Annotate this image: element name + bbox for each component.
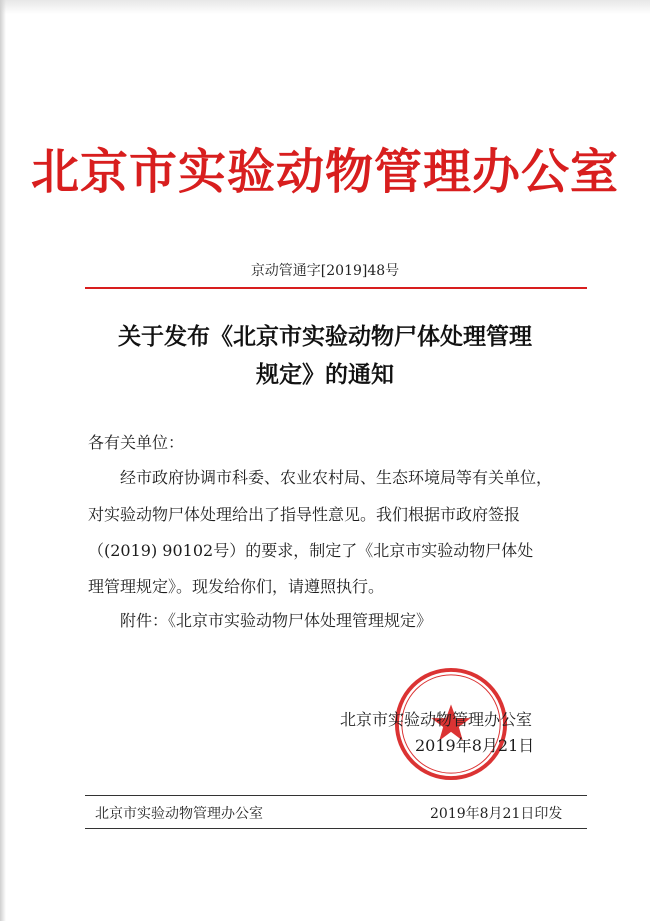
document-number: 京动管通字[2019]48号 (250, 263, 400, 279)
body-paragraph-line: 经市政府协调市科委、农业农村局、生态环境局等有关单位， (120, 468, 553, 487)
document-title-line-2: 规定》的通知 (256, 361, 394, 388)
body-paragraph-line: 对实验动物尸体处理给出了指导性意见。我们根据市政府签报 (88, 505, 521, 524)
footer-issuer: 北京市实验动物管理办公室 (95, 806, 263, 822)
signature-organization: 北京市实验动物管理办公室 (340, 710, 533, 729)
footer-rule-top (85, 795, 587, 796)
header-divider (85, 287, 587, 289)
document-title-line-1: 关于发布《北京市实验动物尸体处理管理 (118, 323, 532, 350)
issuer-masthead: 北京市实验动物管理办公室 (30, 144, 619, 200)
signature-date: 2019年8月21日 (415, 736, 535, 755)
body-paragraph-line: 理管理规定》。现发给你们，请遵照执行。 (88, 577, 385, 596)
scan-top-edge (0, 0, 650, 14)
attachment-line: 附件：《北京市实验动物尸体处理管理规定》 (120, 611, 433, 630)
body-paragraph-line: （(2019) 90102号）的要求，制定了《北京市实验动物尸体处 (88, 541, 534, 560)
footer-issue-date: 2019年8月21日印发 (430, 806, 563, 822)
salutation: 各有关单位： (88, 433, 185, 452)
footer-rule-bottom (85, 828, 587, 829)
